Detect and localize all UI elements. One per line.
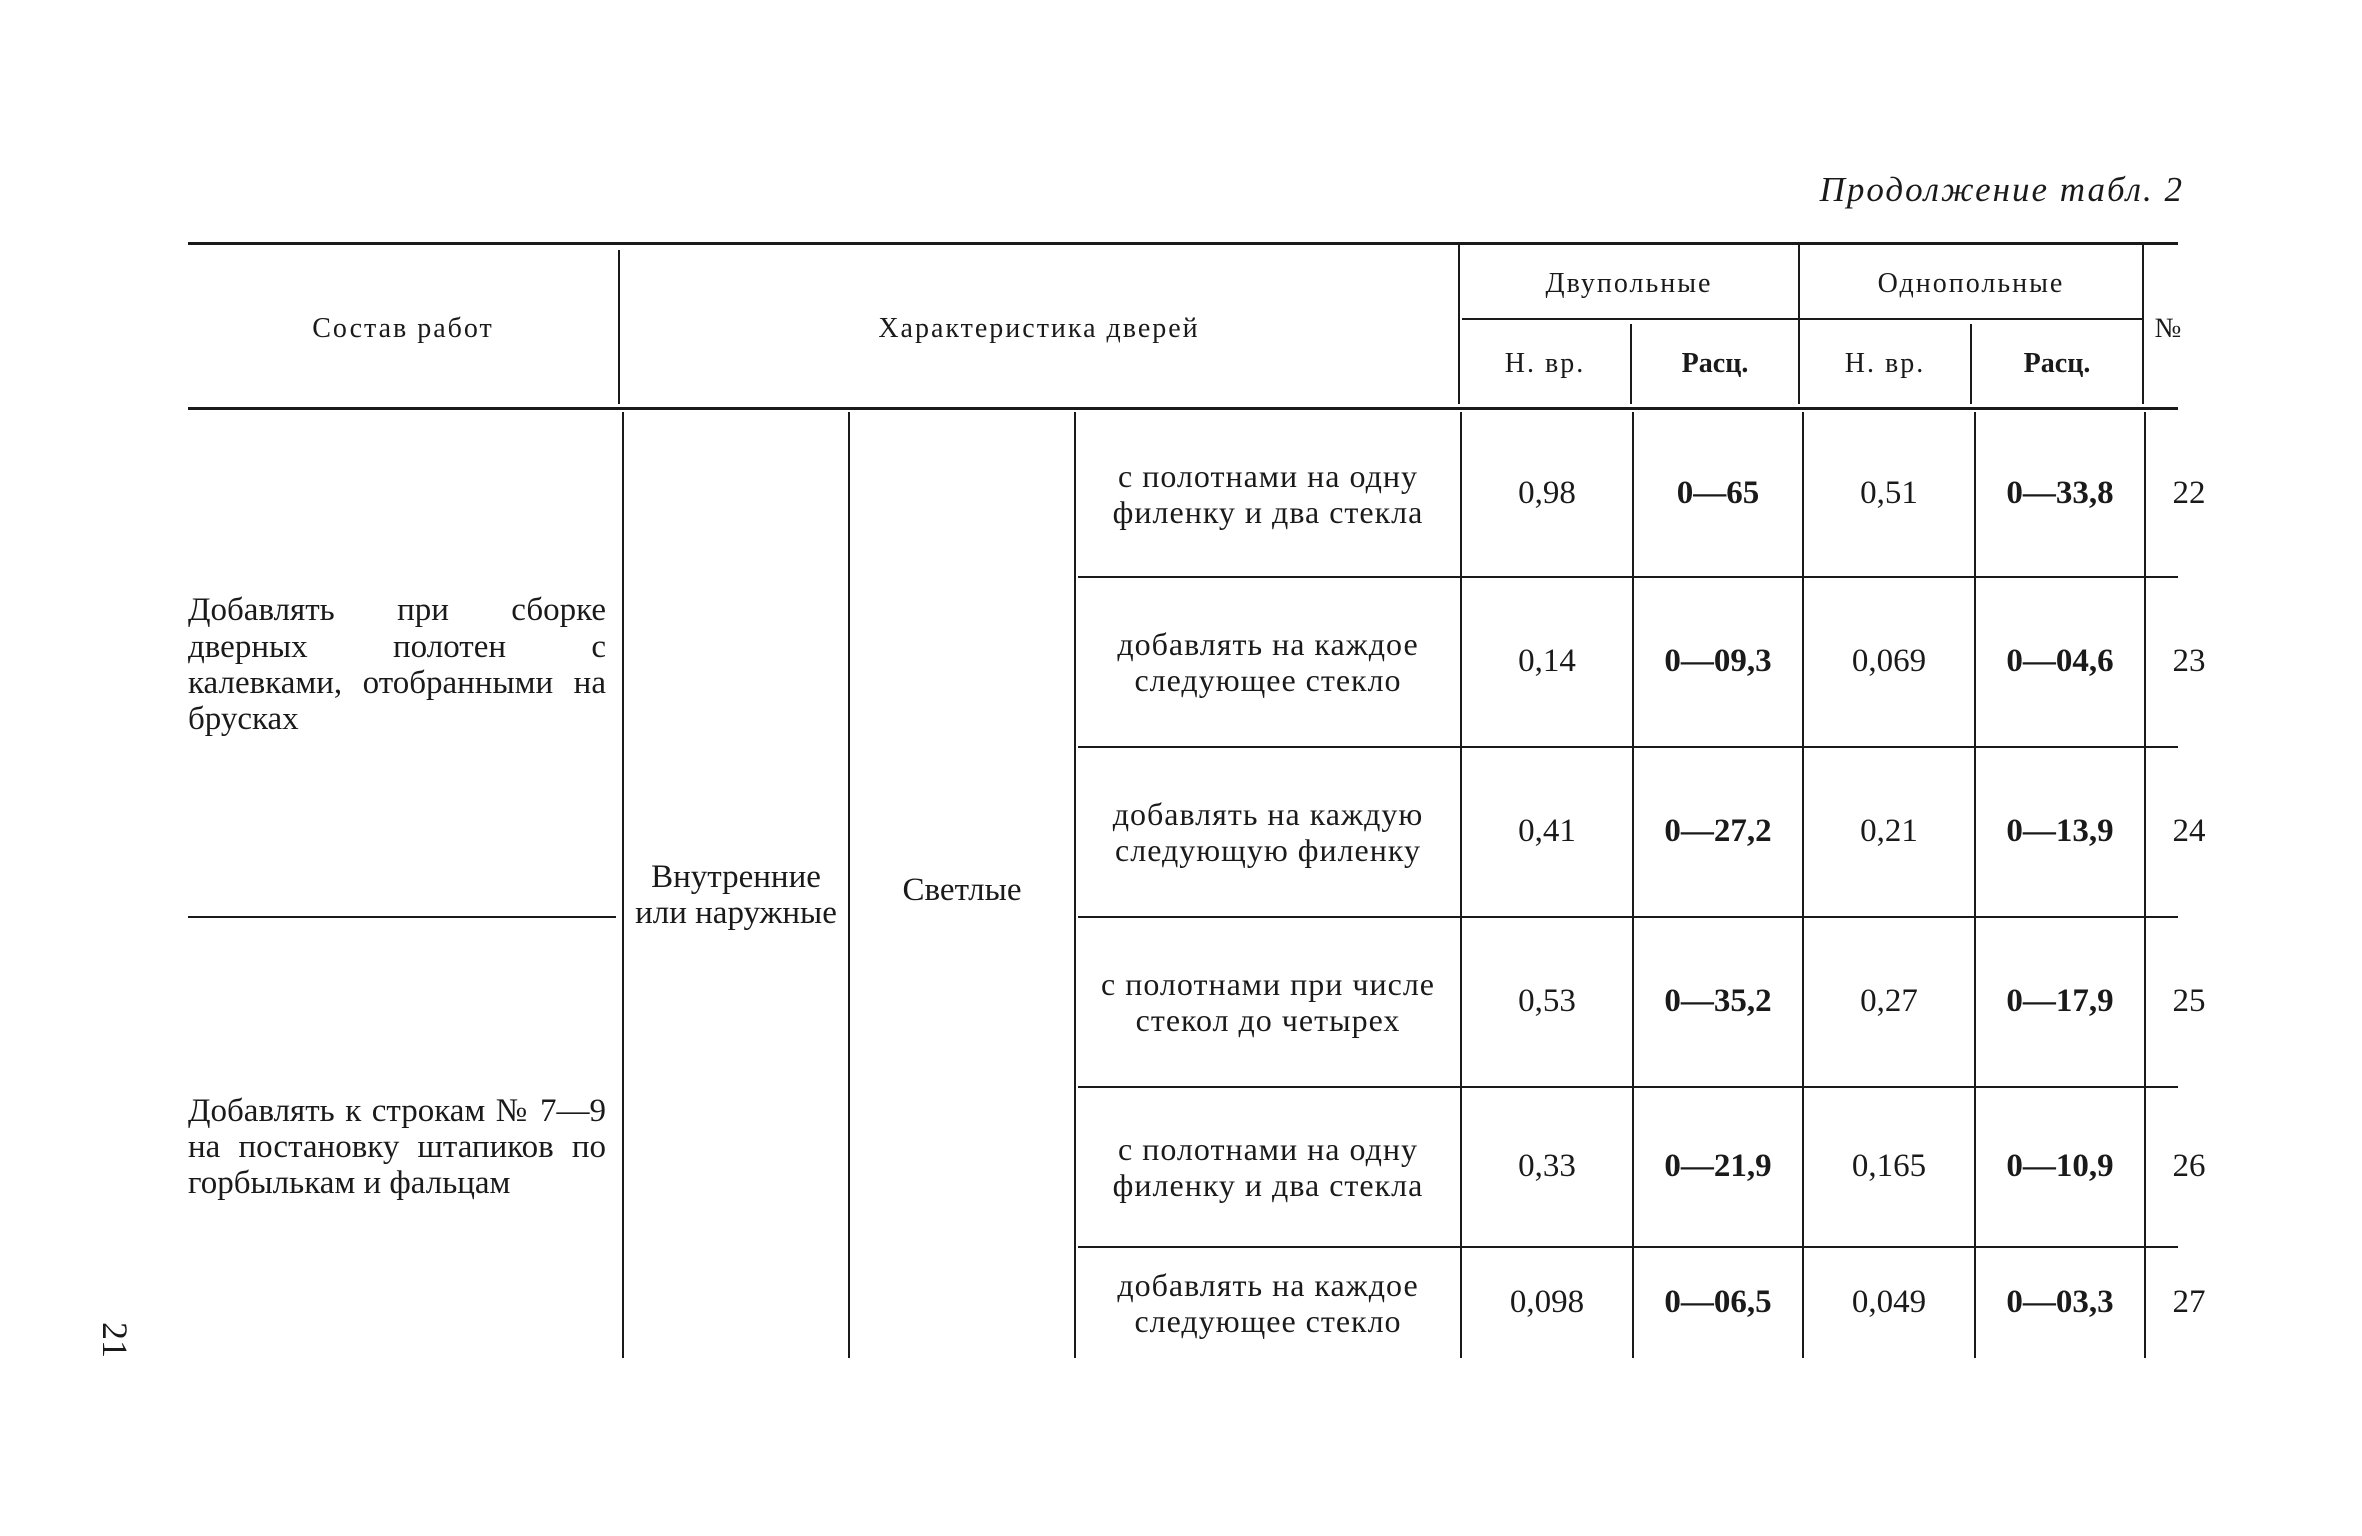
row-number: 26 [2172, 1148, 2206, 1185]
row-description: добавлять на каждое следующее стекло [1117, 1266, 1419, 1339]
single-rate: 0—33,8 [2006, 475, 2114, 512]
single-norm-time: 0,069 [1851, 643, 1927, 680]
header-rate-double: Расц. [1681, 347, 1749, 379]
table-continuation-caption: Продолжение табл. 2 [1819, 170, 2184, 209]
double-rate: 0—65 [1676, 475, 1760, 512]
double-rate: 0—35,2 [1664, 983, 1772, 1020]
header-bottom-rule [188, 407, 2178, 410]
group-divider [188, 916, 616, 918]
double-norm-time: 0,53 [1518, 983, 1576, 1020]
double-norm-time: 0,33 [1518, 1148, 1576, 1185]
door-type: Внутренние или наружные [635, 858, 837, 931]
single-norm-time: 0,27 [1860, 983, 1918, 1020]
double-rate: 0—09,3 [1664, 643, 1772, 680]
double-norm-time: 0,098 [1509, 1284, 1585, 1321]
single-norm-time: 0,165 [1851, 1148, 1927, 1185]
row-number: 23 [2172, 643, 2206, 680]
row-number: 27 [2172, 1284, 2206, 1321]
double-rate: 0—06,5 [1664, 1284, 1772, 1321]
header-double: Двупольные [1545, 268, 1713, 300]
body-col-divider [848, 412, 850, 1358]
row-description: добавлять на каждую следующую филенку [1112, 795, 1424, 868]
row-description: с полотнами на одну филенку и два стекла [1112, 457, 1424, 530]
row-number: 22 [2172, 475, 2206, 512]
page-number: 21 [95, 1322, 135, 1358]
header-work: Состав работ [312, 312, 494, 344]
row-number: 24 [2172, 813, 2206, 850]
header-norm-time-double: Н. вр. [1504, 347, 1586, 379]
header-rate-single: Расц. [2023, 347, 2091, 379]
single-rate: 0—10,9 [2006, 1148, 2114, 1185]
header-number: № [2154, 312, 2184, 344]
table-top-rule [188, 242, 2178, 245]
double-norm-time: 0,14 [1518, 643, 1576, 680]
single-rate: 0—03,3 [2006, 1284, 2114, 1321]
header-single: Однопольные [1877, 268, 2065, 300]
double-rate: 0—21,9 [1664, 1148, 1772, 1185]
work-group-beads: Добавлять к строкам № 7—9 на постановку штапиков по горбылькам и фальцам [188, 1092, 606, 1202]
single-norm-time: 0,51 [1860, 475, 1918, 512]
double-rate: 0—27,2 [1664, 813, 1772, 850]
door-finish: Светлые [902, 871, 1022, 908]
row-description: добавлять на каждое следующее стекло [1117, 625, 1419, 698]
single-norm-time: 0,21 [1860, 813, 1918, 850]
single-rate: 0—13,9 [2006, 813, 2114, 850]
row-description: с полотнами на одну филенку и два стекла [1112, 1130, 1424, 1203]
row-description: с полотнами при числе стекол до четырех [1101, 965, 1435, 1038]
body-col-divider [622, 412, 624, 1358]
single-rate: 0—04,6 [2006, 643, 2114, 680]
single-norm-time: 0,049 [1851, 1284, 1927, 1321]
single-rate: 0—17,9 [2006, 983, 2114, 1020]
double-norm-time: 0,98 [1518, 475, 1576, 512]
work-group-assembly: Добавлять при сборке дверных полотен с калевками, отобранными на брусках [188, 592, 606, 738]
double-norm-time: 0,41 [1518, 813, 1576, 850]
header-doors: Характеристика дверей [878, 312, 1200, 344]
row-number: 25 [2172, 983, 2206, 1020]
header-norm-time-single: Н. вр. [1844, 347, 1926, 379]
body-col-divider [1074, 412, 1076, 1358]
